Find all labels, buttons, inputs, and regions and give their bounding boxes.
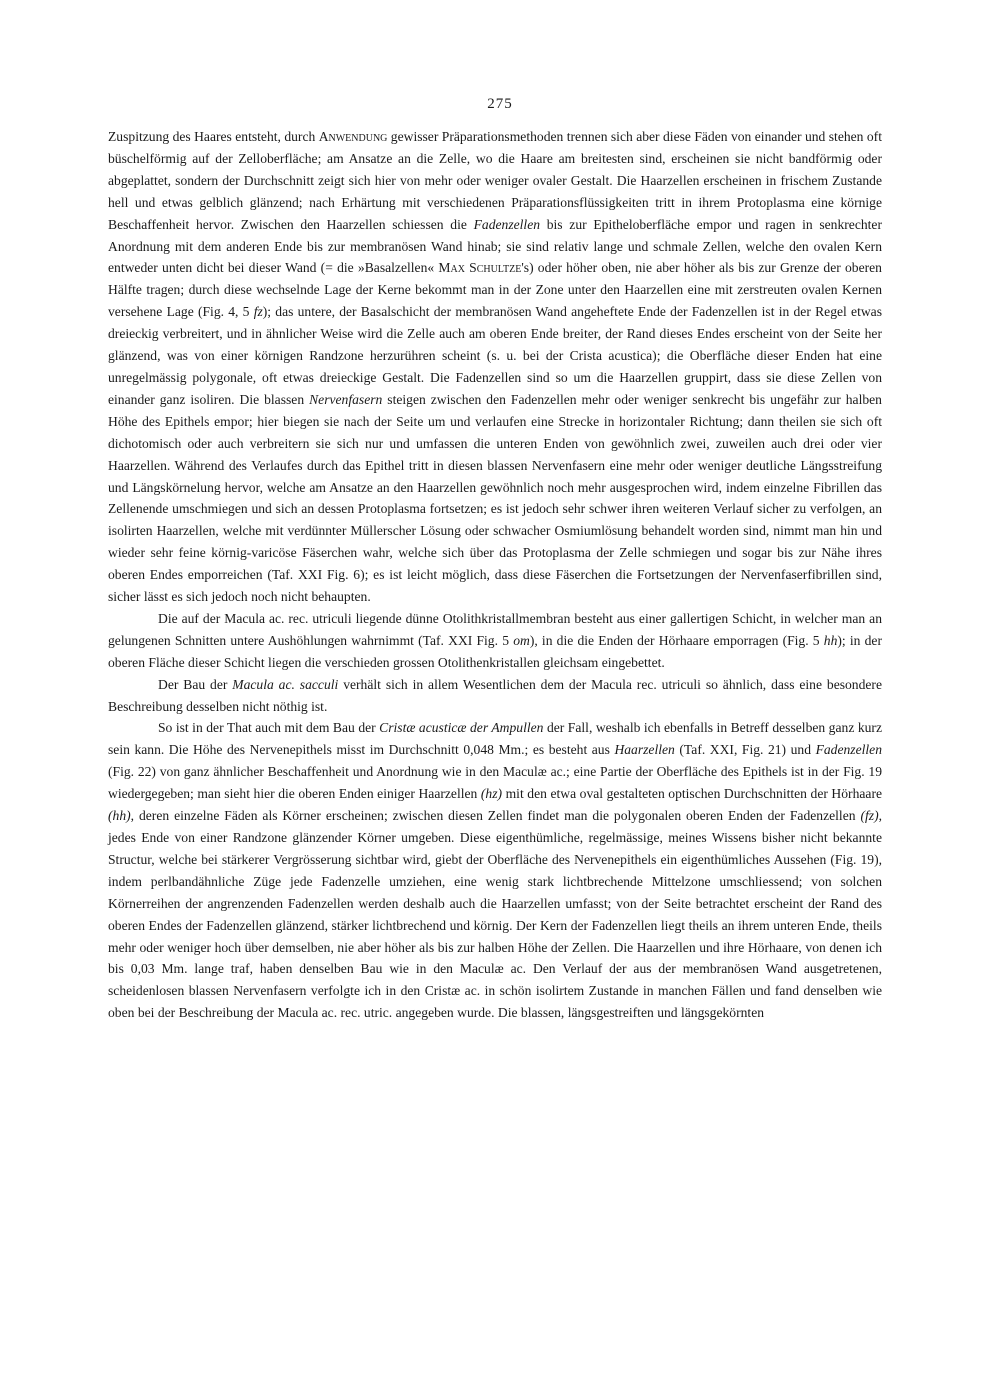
italic-text: Macula ac. sacculi: [232, 676, 339, 692]
italic-text: Haarzellen: [614, 742, 675, 758]
page-number: 275: [487, 96, 513, 112]
text-run: steigen zwischen den Fadenzellen mehr oder weniger senkrecht bis ungefähr zur halben Höhe des Epithels empor; hier biegen sie nach der Seite um und verlaufen eine Strecke in horizontaler Richtung; dann theilen sie sich oft dichotomisch oder auch verbreitern sie sich nur und umfassen die unteren Enden von gewöhnlich zwei, zuweilen auch drei oder vier Haarzellen. Während des Verlaufes durch das Epithel tritt in diesen blassen Nervenfasern eine mehr oder weniger deutliche Längsstreifung und Längskörnelung hervor, welche am Ansatze an den Haarzellen gewöhnlich noch mehr ausgesprochen wird, indem einzelne Fibrillen das Zellenende umschmiegen und sich an dessen Protoplasma fortsetzen; es ist jedoch sehr schwer ihren weiteren Verlauf sicher zu verfolgen, an isolirten Haarzellen, welche mit verdünnter Müllerscher Lösung oder schwacher Osmiumlösung behandelt worden sind, nimmt man hin und wieder sehr feine körnig-varicöse Fäserchen wahr, welche sich über das Protoplasma der Zelle schmiegen und sogar bis zur Nähe ihres oberen Endes emporreichen (Taf. XXI Fig. 6); es ist leicht möglich, dass diese Fäserchen die Fortsetzungen der Nervenfaserfibrillen sind, sicher lässt es sich jedoch noch nicht behaupten.: [108, 391, 882, 605]
small-caps-text: Anwendung: [318, 129, 388, 144]
italic-text: Cristæ acusticæ der Ampullen: [379, 720, 544, 736]
body-text: [108, 126, 882, 1024]
text-run: verhält sich in allem Wesentlichen dem der Macula rec. utriculi so ähnlich, dass eine besondere Beschreibung desselben nicht nöthig ist.: [108, 676, 882, 714]
text-run: Der Bau der: [158, 676, 233, 692]
text-run: 's) oder höher oben, nie aber höher als bis zur Grenze der oberen Hälfte tragen; durch diese wechselnde Lage der Kerne bekommt man in der Zone unter den Haarzellen eine mit zerstreuten ovalen Kernen versehene Lage (Fig. 4, 5: [108, 260, 882, 320]
small-caps-text: Max Schultze: [438, 260, 522, 276]
italic-text: Fadenzellen: [815, 742, 882, 758]
text-run: mit den etwa oval gestalteten optischen Durchschnitten der Hörhaare: [502, 786, 882, 802]
italic-text: hh: [823, 632, 838, 648]
text-run: gewisser Präparationsmethoden trennen sich aber diese Fäden von einander und stehen oft büschelförmig auf der Zelloberfläche; am Ansatze an die Zelle, wo die Haare am breitesten sind, erscheinen sie nicht bandförmig oder abgeplattet, sondern der Durchschnitt zeigt sich hier von mehr oder weniger ovaler Gestalt. Die Haarzellen erscheinen in frischem Zustande hell und etwas gelblich glänzend; nach Erhärtung mit verschiedenen Präparationsflüssigkeiten tritt in ihrem Protoplasma eine körnige Beschaffenheit hervor. Zwischen den Haarzellen schiessen die: [108, 129, 882, 232]
text-run: (Taf. XXI, Fig. 21) und: [674, 742, 816, 758]
text-run: , deren einzelne Fäden als Körner erscheinen; zwischen diesen Zellen findet man die polygonalen oberen Enden der Fadenzellen: [130, 808, 861, 824]
italic-text: (hh): [108, 808, 131, 824]
text-run: ); in der oberen Fläche dieser Schicht liegen die verschieden grossen Otolithenkristallen gleichsam eingebettet.: [108, 632, 882, 670]
text-run: (Fig. 22) von ganz ähnlicher Beschaffenheit und Anordnung wie in den Maculæ ac.; eine Partie der Oberfläche des Epithels ist in der Fig. 19 wiedergegeben; man sieht hier die oberen Enden einiger Haarzellen: [108, 764, 882, 802]
italic-text: om: [513, 632, 530, 648]
italic-text: fz: [253, 304, 263, 320]
paragraph: [108, 674, 882, 718]
text-run: bis zur Epitheloberfläche empor und ragen in senkrechter Anordnung mit dem anderen Ende bis zur membranösen Wand hinab; sie sind relativ lange und schmale Zellen, welche den ovalen Kern entweder unten dicht bei dieser Wand (= die »Basalzellen«: [108, 216, 882, 276]
text-run: Die auf der Macula ac. rec. utriculi liegende dünne Otolithkristallmembran besteht aus einer gallertigen Schicht, in welcher man an gelungenen Schnitten untere Aushöhlungen wahrnimmt (Taf. XXI Fig. 5: [108, 610, 882, 648]
text-run: So ist in der That auch mit dem Bau der: [158, 720, 380, 736]
text-run: Zuspitzung des Haares entsteht, durch: [108, 129, 319, 144]
italic-text: Nervenfasern: [309, 391, 383, 407]
paragraph: [108, 126, 882, 608]
text-run: ), in die die Enden der Hörhaare emporragen (Fig. 5: [529, 632, 824, 648]
paragraph: [108, 608, 882, 674]
italic-text: (fz): [860, 808, 879, 824]
text-run: , jedes Ende von einer Randzone glänzender Körner umgeben. Diese eigenthümliche, regelmässige, meines Wissens bisher nicht bekannte Structur, welche bei stärkerer Vergrösserung sichtbar wird, giebt der Oberfläche des Nervenepithels ein eigenthümliches Aussehen (Fig. 19), indem perlbandähnliche Züge jede Fadenzelle umziehen, eine wenig stark lichtbrechende Mittelzone umschliessend; von solchen Körnerreihen der angrenzenden Fadenzellen werden deshalb auch die Haarzellen umfasst; von der Seite betrachtet erscheint der Rand des oberen Endes der Fadenzellen glänzend, stärker lichtbrechend und körnig. Der Kern der Fadenzellen liegt theils an ihrem unteren Ende, theils mehr oder weniger hoch über demselben, nie aber höher als bis zur halben Höhe der Zellen. Die Haarzellen und ihre Hörhaare, von denen ich bis 0,03 Mm. lange traf, haben denselben Bau wie in den Maculæ ac. Den Verlauf der aus der membranösen Wand ausgetretenen, scheidenlosen blassen Nervenfasern verfolgte ich in den Cristæ ac. in schön isolirtem Zustande in manchen Fällen und fand denselben wie oben bei der Beschreibung der Macula ac. rec. utric. angegeben wurde. Die blassen, längsgestreiften und längsgekörnten: [108, 808, 882, 1021]
text-run: der Fall, weshalb ich ebenfalls in Betreff desselben ganz kurz sein kann. Die Höhe des Nervenepithels misst im Durchschnitt 0,048 Mm.; es besteht aus: [108, 720, 882, 758]
italic-text: (hz): [480, 786, 503, 802]
paragraph: [108, 717, 882, 1024]
italic-text: Fadenzellen: [473, 216, 541, 232]
text-run: ); das untere, der Basalschicht der membranösen Wand angeheftete Ende der Fadenzellen ist in der Regel etwas dreieckig verbreitert, und in ähnlicher Weise wird die Zelle auch am oberen Ende breiter, der Rand dieses Endes erscheint von der Seite her glänzend, was von einer körnigen Randzone herzurühren scheint (s. u. bei der Crista acustica); die Oberfläche dieser Enden hat eine unregelmässig polygonale, oft etwas dreieckige Gestalt. Die Fadenzellen sind so um die Haarzellen gruppirt, dass sie diese Zellen von einander ganz isoliren. Die blassen: [108, 304, 882, 407]
